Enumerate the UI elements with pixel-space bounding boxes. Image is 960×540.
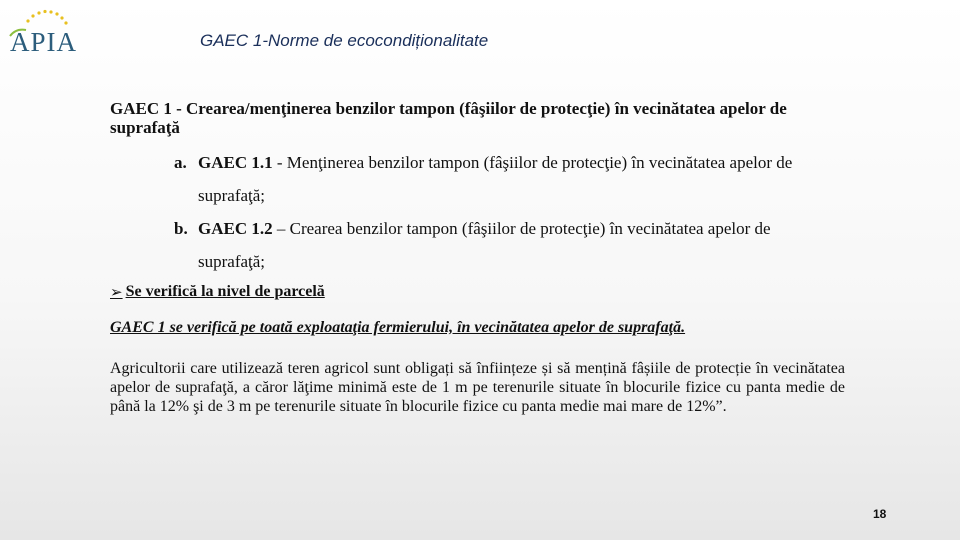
item-description: – Crearea benzilor tampon (fâşiilor de protecţie) în vecinătatea apelor de suprafaţă; [198,219,771,271]
item-description: - Menţinerea benzilor tampon (fâşiilor de protecţie) în vecinătatea apelor de suprafaţă; [198,153,793,205]
apia-logo [6,6,84,58]
item-code: GAEC 1.2 [198,219,273,238]
list-item [174,146,850,212]
verification-level [110,283,850,301]
slide-title: GAEC 1-Norme de ecocondiționalitate [200,31,489,50]
arrow-bullet-icon: ➢ [110,283,123,301]
item-code: GAEC 1.1 [198,153,273,172]
page-number: 18 [873,507,887,521]
svg-text:APIA: APIA [10,27,78,57]
list-item [174,212,850,278]
verification-text: Se verifică la nivel de parcelă [125,283,325,300]
list-marker: a. [174,153,187,172]
list-item-text [198,146,838,212]
sub-list [174,146,850,278]
requirement-paragraph: Agricultorii care utilizează teren agricol sunt obligați să înființeze și să mențină fâșiile de protecție în vecinătatea apelor de suprafaţă, a căror lăţime minimă este de 1 m pe terenurile situate în blocurile fizice cu panta medie de până la 12% şi de 3 m pe terenurile situate în blocurile fizice cu panta medie mai mare de 12%”. [110,360,845,415]
list-item-text [198,212,838,278]
scope-statement: GAEC 1 se verifică pe toată exploataţia fermierului, în vecinătatea apelor de suprafaţă. [110,319,686,336]
slide-content [110,99,850,416]
section-heading: GAEC 1 - Crearea/menţinerea benzilor tampon (fâşiilor de protecţie) în vecinătatea apelor de suprafaţă [110,99,787,137]
list-marker: b. [174,219,188,238]
